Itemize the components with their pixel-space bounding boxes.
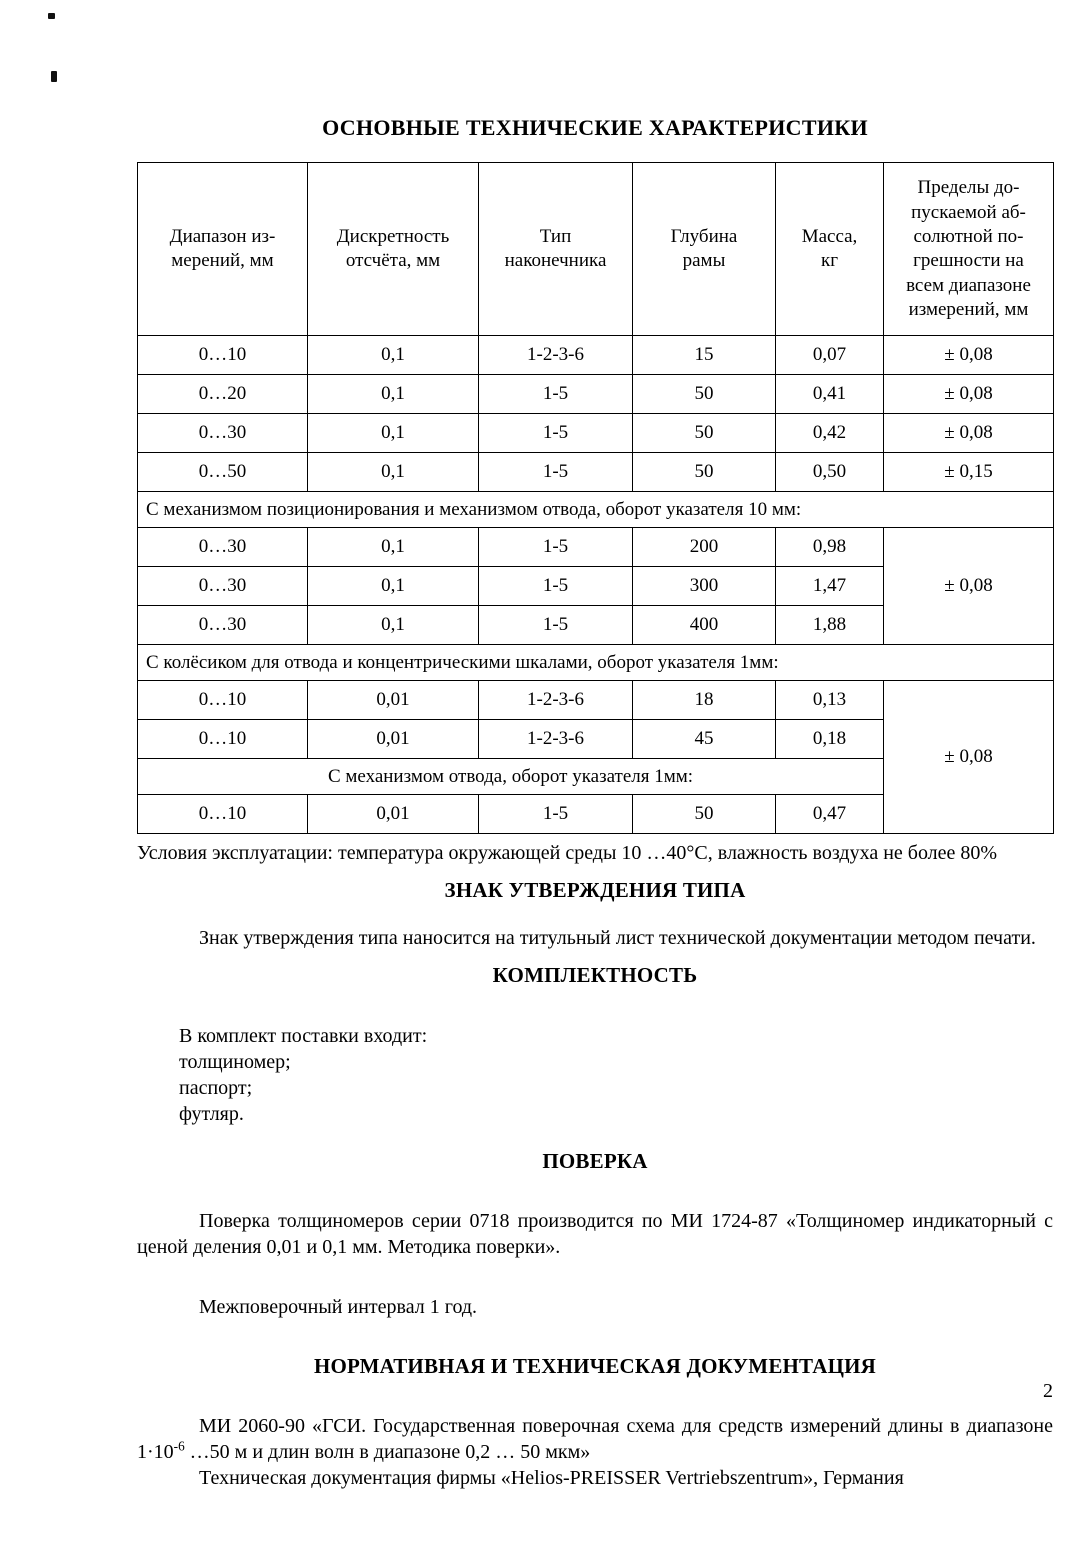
- cell-mass: 0,42: [776, 414, 884, 453]
- cell-tip: 1-5: [479, 375, 633, 414]
- cell-discreteness: 0,1: [308, 567, 479, 606]
- cell-depth: 18: [633, 681, 776, 720]
- header-line: отсчёта, мм: [345, 250, 441, 272]
- cell-depth: 50: [633, 375, 776, 414]
- cell-error-merged: ± 0,08: [884, 528, 1054, 645]
- table-row: [138, 336, 1054, 375]
- cell-tip: 1-5: [479, 606, 633, 645]
- table-row: [138, 528, 1054, 567]
- approval-mark-paragraph: Знак утверждения типа наносится на титульный лист технической документации методом печати.: [199, 927, 1036, 950]
- heading-normative-documentation: НОРМАТИВНАЯ И ТЕХНИЧЕСКАЯ ДОКУМЕНТАЦИЯ: [313, 1353, 877, 1378]
- table-header-row: [138, 163, 1054, 336]
- technical-specifications-table: [137, 162, 1054, 834]
- cell-tip: 1-5: [479, 795, 633, 834]
- cell-depth: 50: [633, 414, 776, 453]
- cell-error: ± 0,08: [884, 375, 1054, 414]
- doc-item-prefix: МИ 2060-90 «ГСИ. Государственная поверочная схема для средств измерений длины в диапазоне 1·10: [137, 1414, 1053, 1463]
- cell-error: ± 0,15: [884, 453, 1054, 492]
- header-line: мерений, мм: [171, 250, 274, 272]
- verification-interval: Межповерочный интервал 1 год.: [199, 1295, 478, 1318]
- completeness-item: паспорт;: [179, 1076, 253, 1099]
- heading-completeness: КОМПЛЕКТНОСТЬ: [492, 963, 698, 988]
- cell-range: 0…10: [138, 681, 308, 720]
- cell-depth: 300: [633, 567, 776, 606]
- completeness-item: толщиномер;: [179, 1050, 291, 1073]
- header-line: солютной по-: [913, 225, 1024, 247]
- completeness-item: футляр.: [179, 1102, 244, 1125]
- cell-mass: 0,13: [776, 681, 884, 720]
- cell-error: ± 0,08: [884, 414, 1054, 453]
- cell-error-merged: ± 0,08: [884, 681, 1054, 834]
- documentation-item-manufacturer: Техническая документация фирмы «Helios-PREISSER Vertriebszentrum», Германия: [199, 1466, 904, 1489]
- cell-discreteness: 0,1: [308, 414, 479, 453]
- cell-range: 0…20: [138, 375, 308, 414]
- section-label-wheel-concentric-scales: С колёсиком для отвода и концентрическими шкалами, оборот указателя 1мм:: [138, 645, 1054, 681]
- cell-range: 0…10: [138, 720, 308, 759]
- table-section-row: [138, 492, 1054, 528]
- cell-depth: 200: [633, 528, 776, 567]
- table-row: [138, 681, 1054, 720]
- cell-tip: 1-5: [479, 414, 633, 453]
- cell-range: 0…30: [138, 567, 308, 606]
- verification-paragraph: Поверка толщиномеров серии 0718 производится по МИ 1724-87 «Толщиномер индикаторный с ценой деления 0,01 и 0,1 мм. Методика поверки».: [137, 1209, 1053, 1258]
- column-header-discreteness: [308, 163, 479, 336]
- page-title: ОСНОВНЫЕ ТЕХНИЧЕСКИЕ ХАРАКТЕРИСТИКИ: [322, 115, 868, 140]
- heading-approval-mark: ЗНАК УТВЕРЖДЕНИЯ ТИПА: [444, 878, 746, 903]
- column-header-measuring-range: [138, 163, 308, 336]
- cell-error: ± 0,08: [884, 336, 1054, 375]
- scan-artifact-dot-upper: [48, 13, 55, 19]
- header-line: пускаемой аб-: [911, 201, 1026, 223]
- page-content: [137, 0, 1053, 1491]
- cell-range: 0…30: [138, 414, 308, 453]
- table-section-row: [138, 645, 1054, 681]
- operating-conditions-text: Условия эксплуатации: температура окружающей среды 10 …40°С, влажность воздуха не более 80%: [137, 842, 998, 865]
- cell-mass: 0,18: [776, 720, 884, 759]
- completeness-intro: В комплект поставки входит:: [179, 1024, 428, 1047]
- table-row: [138, 453, 1054, 492]
- header-line: Дискретность: [336, 225, 450, 247]
- cell-discreteness: 0,1: [308, 453, 479, 492]
- cell-discreteness: 0,01: [308, 720, 479, 759]
- cell-mass: 1,88: [776, 606, 884, 645]
- cell-mass: 0,98: [776, 528, 884, 567]
- cell-tip: 1-2-3-6: [479, 681, 633, 720]
- header-line: наконечника: [504, 250, 607, 272]
- cell-mass: 1,47: [776, 567, 884, 606]
- cell-tip: 1-2-3-6: [479, 720, 633, 759]
- header-line: кг: [820, 250, 839, 272]
- table-row: [138, 414, 1054, 453]
- header-line: всем диапазоне: [906, 274, 1031, 296]
- cell-discreteness: 0,1: [308, 606, 479, 645]
- cell-range: 0…10: [138, 336, 308, 375]
- cell-discreteness: 0,1: [308, 375, 479, 414]
- table-row: [138, 375, 1054, 414]
- header-line: Тип: [539, 225, 572, 247]
- page-number: 2: [1043, 1380, 1053, 1402]
- cell-range: 0…30: [138, 606, 308, 645]
- heading-verification: ПОВЕРКА: [542, 1148, 648, 1173]
- header-line: Глубина: [670, 225, 738, 247]
- cell-mass: 0,50: [776, 453, 884, 492]
- header-line: рамы: [682, 250, 726, 272]
- header-line: Масса,: [801, 225, 858, 247]
- scan-artifact-dot-lower: [51, 71, 57, 82]
- cell-mass: 0,41: [776, 375, 884, 414]
- column-header-absolute-error-limits: [884, 163, 1054, 336]
- cell-tip: 1-2-3-6: [479, 336, 633, 375]
- header-line: грешности на: [913, 250, 1024, 272]
- column-header-mass: [776, 163, 884, 336]
- cell-mass: 0,07: [776, 336, 884, 375]
- cell-discreteness: 0,1: [308, 336, 479, 375]
- section-label-retraction-mechanism: С механизмом отвода, оборот указателя 1мм:: [138, 759, 884, 795]
- cell-depth: 15: [633, 336, 776, 375]
- cell-range: 0…10: [138, 795, 308, 834]
- cell-depth: 50: [633, 795, 776, 834]
- cell-discreteness: 0,01: [308, 681, 479, 720]
- header-line: измерений, мм: [908, 298, 1029, 320]
- doc-item-exponent: -6: [173, 1438, 185, 1454]
- cell-tip: 1-5: [479, 528, 633, 567]
- cell-depth: 50: [633, 453, 776, 492]
- cell-tip: 1-5: [479, 453, 633, 492]
- cell-discreteness: 0,1: [308, 528, 479, 567]
- header-line: Пределы до-: [917, 177, 1020, 199]
- section-label-positioning-mechanism: С механизмом позиционирования и механизмом отвода, оборот указателя 10 мм:: [138, 492, 1054, 528]
- cell-tip: 1-5: [479, 567, 633, 606]
- cell-mass: 0,47: [776, 795, 884, 834]
- column-header-tip-type: [479, 163, 633, 336]
- doc-item-suffix: …50 м и длин волн в диапазоне 0,2 … 50 мкм»: [184, 1440, 591, 1463]
- cell-depth: 400: [633, 606, 776, 645]
- cell-discreteness: 0,01: [308, 795, 479, 834]
- header-line: Диапазон из-: [169, 225, 276, 247]
- cell-depth: 45: [633, 720, 776, 759]
- cell-range: 0…50: [138, 453, 308, 492]
- documentation-item-mi2060: [137, 1413, 1053, 1465]
- column-header-frame-depth: [633, 163, 776, 336]
- cell-range: 0…30: [138, 528, 308, 567]
